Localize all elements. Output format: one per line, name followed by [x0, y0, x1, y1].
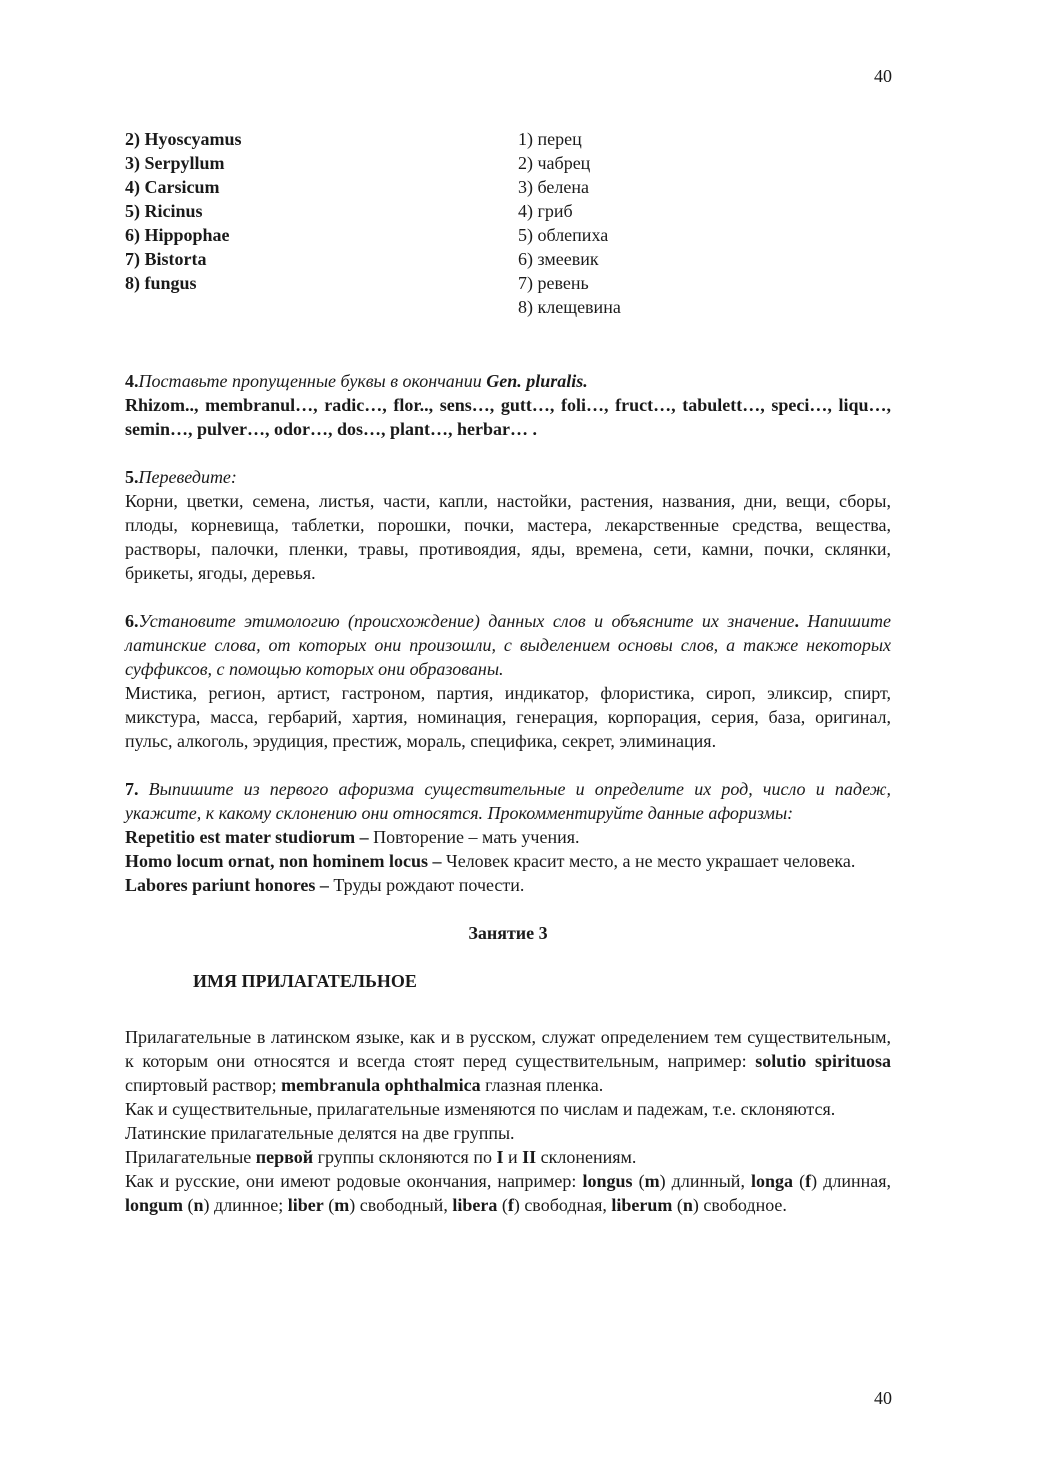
body-text: ) длинное;: [203, 1195, 288, 1215]
aphorism-latin: Homo locum ornat, non hominem locus –: [125, 851, 442, 871]
task-number: 4.: [125, 371, 139, 391]
emphasis: I: [496, 1147, 504, 1167]
aphorism-translation: Повторение – мать учения.: [368, 827, 580, 847]
aphorism-translation: Человек красит место, а не место украшает человека.: [441, 851, 856, 871]
russian-item: 3) белена: [518, 177, 589, 197]
body-text: (: [323, 1195, 335, 1215]
aphorism-3: [125, 873, 891, 897]
task-instruction-continued: Напишите латинские слова, от которых они произошли, с выделением основы слов, а также некоторых суффиксов, с помощью которых они образованы.: [125, 611, 891, 679]
latin-names-column: [125, 127, 518, 319]
latin-term: longus: [582, 1171, 633, 1191]
body-text: (: [497, 1195, 508, 1215]
latin-term: membranula ophthalmica: [281, 1075, 481, 1095]
body-text: ) свободный,: [349, 1195, 453, 1215]
body-text: Прилагательные в латинском языке, как и в русском, служат определением тем существительным, к которым они относятся и всегда стоят перед существительным, например:: [125, 1027, 891, 1071]
topic-title: ИМЯ ПРИЛАГАТЕЛЬНОЕ: [193, 971, 417, 991]
body-text: склонениям.: [536, 1147, 637, 1167]
lesson-title: Занятие 3: [468, 923, 548, 943]
body-text: Прилагательные: [125, 1147, 256, 1167]
task-6-heading: [125, 609, 891, 681]
russian-item: 4) гриб: [518, 201, 573, 221]
latin-item: 8) fungus: [125, 273, 197, 293]
aphorism-2: [125, 849, 891, 873]
page-number-top: 40: [874, 66, 892, 86]
task-instruction: Поставьте пропущенные буквы в окончании: [138, 371, 487, 391]
latin-item: 6) Hippophae: [125, 225, 230, 245]
body-text: ) свободная,: [513, 1195, 612, 1215]
body-text: (: [632, 1171, 645, 1191]
russian-names-column: [518, 127, 621, 319]
task-4-heading: [125, 369, 891, 393]
latin-item: 5) Ricinus: [125, 201, 203, 221]
body-paragraph-1: [125, 1025, 891, 1097]
body-paragraph-3: Латинские прилагательные делятся на две группы.: [125, 1123, 515, 1143]
aphorism-latin: Repetitio est mater studiorum –: [125, 827, 369, 847]
body-paragraph-2: Как и существительные, прилагательные изменяются по числам и падежам, т.е. склоняются.: [125, 1099, 836, 1119]
task-4-words: Rhizom.., membranul…, radic…, flor.., sens…, gutt…, foli…, fruct…, tabulett…, speci…, liqu…, semin…, pulver…, odor…, dos…, plant…, herbar… .: [125, 395, 891, 439]
task-number: 6.: [125, 611, 139, 631]
russian-item: 7) ревень: [518, 273, 589, 293]
latin-item: 4) Carsicum: [125, 177, 220, 197]
latin-term: liberum: [611, 1195, 673, 1215]
aphorism-translation: Труды рождают почести.: [328, 875, 525, 895]
task-instruction: Выпишите из первого афоризма существительные и определите их род, число и падеж, укажите, к какому склонению они относятся. Прокомментируйте данные афоризмы:: [125, 779, 891, 823]
task-5-heading: [125, 465, 891, 489]
russian-item: 1) перец: [518, 129, 582, 149]
body-text: ) свободное.: [692, 1195, 787, 1215]
emphasis: II: [522, 1147, 537, 1167]
task-7-heading: [125, 777, 891, 825]
task-instruction: Установите этимологию (происхождение) данных слов и объясните их значение: [138, 611, 795, 631]
body-text: (: [793, 1171, 806, 1191]
body-text: ) длинная,: [811, 1171, 892, 1191]
page-number-bottom: 40: [874, 1388, 892, 1408]
aphorism-latin: Labores pariunt honores –: [125, 875, 329, 895]
task-term: Gen. pluralis.: [486, 371, 588, 391]
task-number: 5.: [125, 467, 139, 487]
latin-term: n: [682, 1195, 693, 1215]
latin-term: m: [644, 1171, 660, 1191]
aphorism-1: [125, 825, 891, 849]
body-text: (: [672, 1195, 683, 1215]
latin-term: f: [805, 1171, 812, 1191]
russian-item: 8) клещевина: [518, 297, 621, 317]
latin-term: m: [334, 1195, 350, 1215]
latin-term: longum: [125, 1195, 184, 1215]
matching-exercise: [125, 127, 891, 319]
body-text: (: [183, 1195, 194, 1215]
latin-term: f: [507, 1195, 514, 1215]
page-content: [125, 127, 891, 1217]
body-text: ) длинный,: [659, 1171, 752, 1191]
body-paragraph-4: [125, 1145, 891, 1169]
task-6-text: Мистика, регион, артист, гастроном, партия, индикатор, флористика, сироп, эликсир, спирт, микстура, масса, гербарий, хартия, номинация, генерация, корпорация, серия, база, оригинал, пульс, алкоголь, эрудиция, престиж, мораль, специфика, секрет, элиминация.: [125, 683, 891, 751]
emphasis: первой: [255, 1147, 314, 1167]
russian-item: 2) чабрец: [518, 153, 591, 173]
task-instruction-dot: .: [794, 611, 799, 631]
latin-term: liber: [287, 1195, 324, 1215]
task-5-text: Корни, цветки, семена, листья, части, капли, настойки, растения, названия, дни, вещи, сборы, плоды, корневища, таблетки, порошки, почки, мастера, лекарственные средства, вещества, растворы, палочки, пленки, травы, противоядия, яды, времена, сети, камни, почки, склянки, брикеты, ягоды, деревья.: [125, 491, 891, 583]
body-text: глазная пленка.: [480, 1075, 604, 1095]
latin-term: solutio spirituosa: [755, 1051, 891, 1071]
body-text: спиртовый раствор;: [125, 1075, 282, 1095]
task-instruction: Переведите:: [138, 467, 237, 487]
russian-item: 6) змеевик: [518, 249, 599, 269]
latin-item: 3) Serpyllum: [125, 153, 225, 173]
latin-item: 7) Bistorta: [125, 249, 207, 269]
body-text: и: [503, 1147, 523, 1167]
body-paragraph-5: [125, 1169, 891, 1217]
body-text: Как и русские, они имеют родовые окончания, например:: [125, 1171, 583, 1191]
latin-term: n: [193, 1195, 204, 1215]
russian-item: 5) облепиха: [518, 225, 609, 245]
latin-term: longa: [751, 1171, 794, 1191]
latin-term: libera: [452, 1195, 498, 1215]
latin-item: 2) Hyoscyamus: [125, 129, 242, 149]
body-text: группы склоняются по: [313, 1147, 497, 1167]
task-number: 7.: [125, 779, 139, 799]
